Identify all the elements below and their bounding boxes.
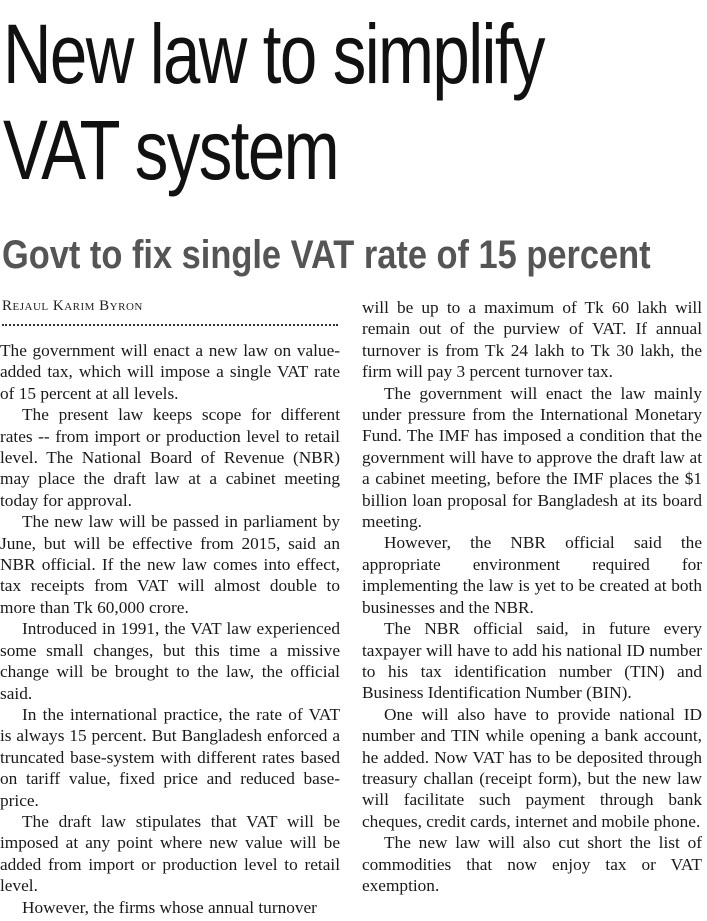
subheadline: Govt to fix single VAT rate of 15 percent — [2, 233, 651, 277]
headline-line-2: VAT system — [3, 103, 338, 197]
paragraph: The government will enact a new law on value-added tax, which will impose a single VAT rate of 15 percent at all levels. — [0, 341, 340, 403]
headline — [3, 6, 563, 198]
paragraph: In the international practice, the rate of VAT is always 15 percent. But Bangladesh enforced a truncated base-system with different rates based on tariff value, fixed price and reduced base-price. — [0, 704, 340, 810]
paragraph: Introduced in 1991, the VAT law experienced some small changes, but this time a missive change will be brought to the law, the official said. — [0, 619, 340, 703]
paragraph: One will also have to provide national ID number and TIN while opening a bank account, he added. Now VAT has to be deposited through treasury challan (receipt form), but the new law will facilitate such payment through bank cheques, credit cards, internet and mobile phone. — [362, 704, 702, 831]
paragraph: However, the NBR official said the appropriate environment required for implementing the law is yet to be created at both businesses and the NBR. — [362, 533, 702, 617]
paragraph: The government will enact the law mainly under pressure from the International Monetary Fund. The IMF has imposed a condition that the government will have to approve the draft law at a cabinet meeting, before the IMF places the $1 billion loan proposal for Bangladesh at its board meeting. — [362, 383, 702, 532]
paragraph: The draft law stipulates that VAT will be imposed at any point where new value will be added from import or production level to retail level. — [0, 811, 340, 896]
article-column-2 — [362, 297, 702, 896]
byline-divider — [2, 324, 338, 326]
paragraph: The present law keeps scope for different rates -- from import or production level to retail level. The National Board of Revenue (NBR) may place the draft law at a cabinet meeting today for approval. — [0, 405, 340, 510]
headline-line-1: New law to simplify — [3, 7, 544, 101]
paragraph: However, the firms whose annual turnover — [22, 897, 317, 917]
paragraph: The NBR official said, in future every taxpayer will have to add his national ID number to his tax identification number (TIN) and Business Identification Number (BIN). — [362, 619, 702, 703]
paragraph: The new law will also cut short the list of commodities that now enjoy tax or VAT exemption. — [362, 833, 702, 895]
article-column-1 — [0, 340, 340, 918]
byline: Rejaul Karim Byron — [2, 298, 143, 314]
paragraph: will be up to a maximum of Tk 60 lakh will remain out of the purview of VAT. If annual turnover is from Tk 24 lakh to Tk 30 lakh, the firm will pay 3 percent turnover tax. — [362, 298, 702, 382]
paragraph: The new law will be passed in parliament by June, but will be effective from 2015, said an NBR official. If the new law comes into effect, tax receipts from VAT will almost double to more than Tk 60,000 crore. — [0, 512, 340, 617]
